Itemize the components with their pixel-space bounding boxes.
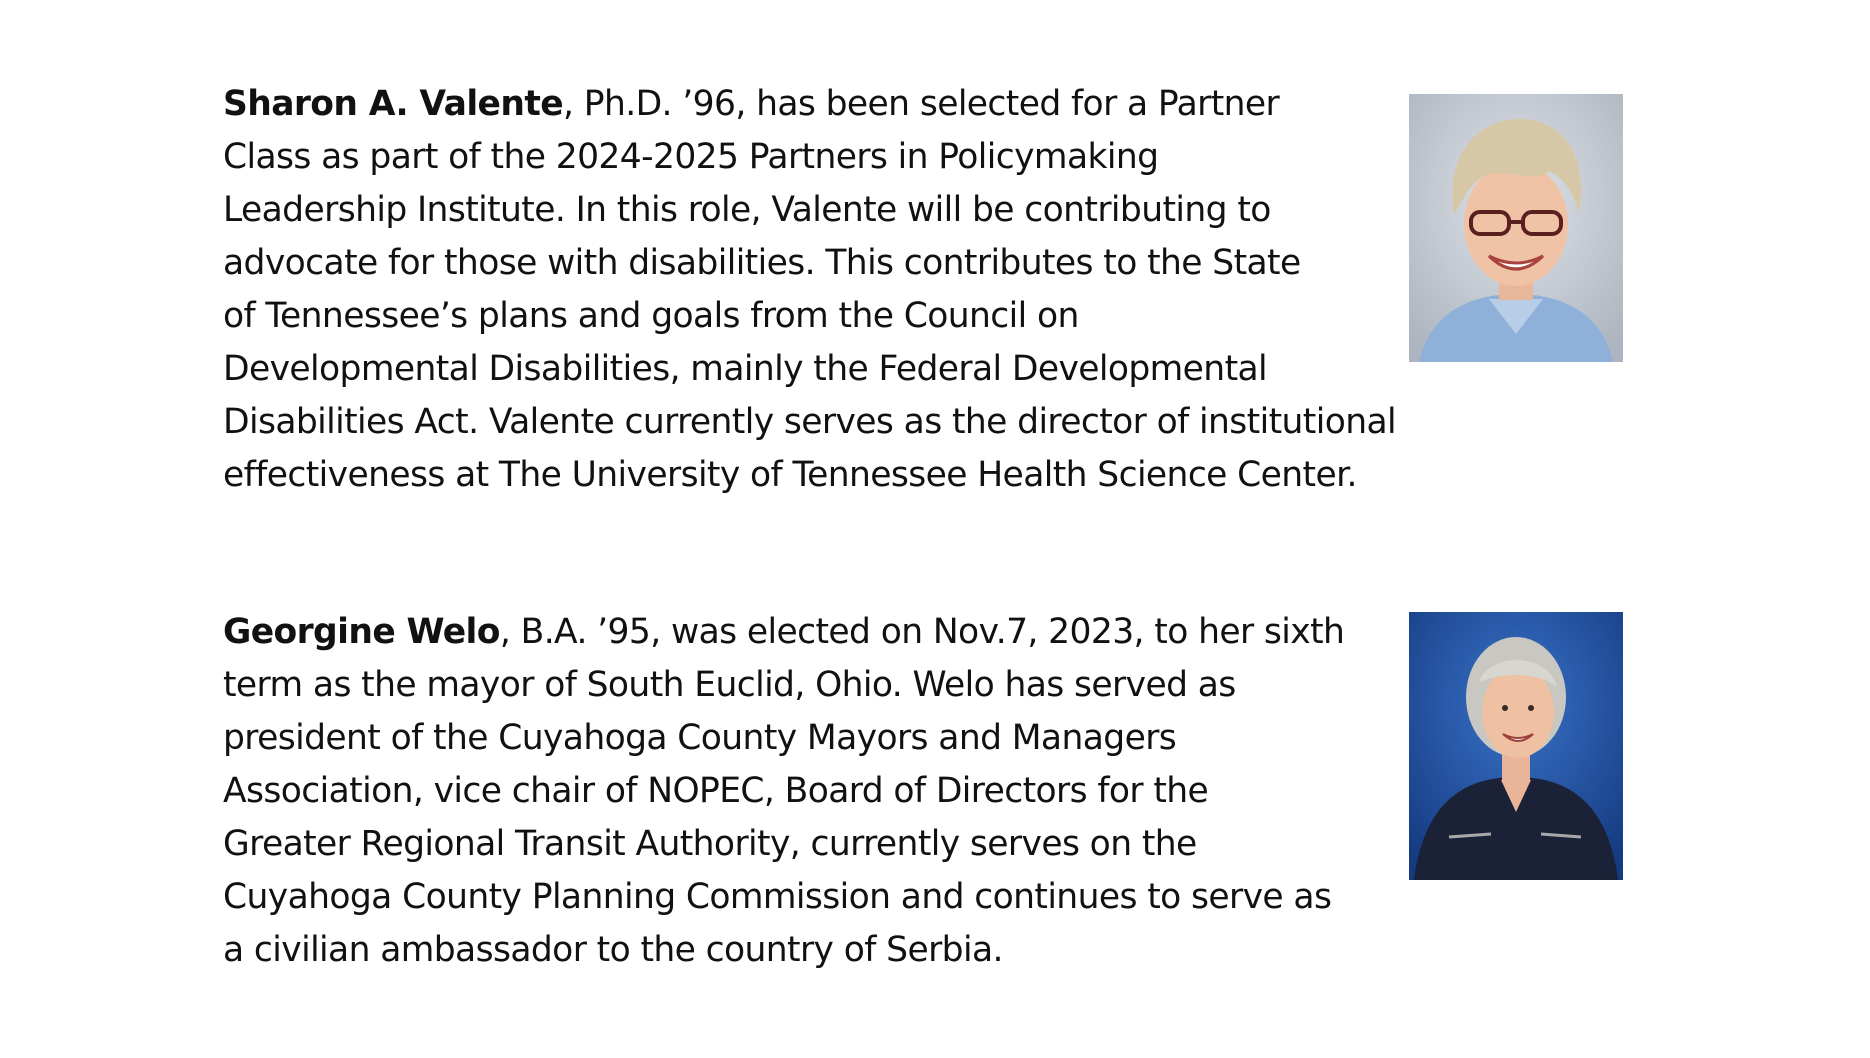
person-name: Georgine Welo: [223, 612, 500, 652]
text-line: Georgine Welo, B.A. ’95, was elected on Nov.7, 2023, to her sixth: [223, 612, 1345, 652]
text-line: Disabilities Act. Valente currently serves as the director of institutional: [223, 402, 1396, 442]
text-line: Sharon A. Valente, Ph.D. ’96, has been selected for a Partner: [223, 84, 1280, 124]
entry-text-valente: [223, 78, 1396, 502]
text-line: of Tennessee’s plans and goals from the Council on: [223, 296, 1079, 336]
text-line: term as the mayor of South Euclid, Ohio. Welo has served as: [223, 665, 1236, 705]
text-line: advocate for those with disabilities. This contributes to the State: [223, 243, 1301, 283]
text-line: a civilian ambassador to the country of Serbia.: [223, 930, 1003, 970]
text-line: effectiveness at The University of Tennessee Health Science Center.: [223, 455, 1357, 495]
text-line: Greater Regional Transit Authority, currently serves on the: [223, 824, 1197, 864]
text-line: Cuyahoga County Planning Commission and continues to serve as: [223, 877, 1332, 917]
entry-text-welo: [223, 606, 1344, 977]
text-line: Class as part of the 2024-2025 Partners in Policymaking: [223, 137, 1159, 177]
portrait-photo-valente: [1409, 94, 1623, 362]
text-line: Leadership Institute. In this role, Valente will be contributing to: [223, 190, 1271, 230]
person-name: Sharon A. Valente: [223, 84, 564, 124]
text-line: Developmental Disabilities, mainly the Federal Developmental: [223, 349, 1268, 389]
portrait-photo-welo: [1409, 612, 1623, 880]
text-line: president of the Cuyahoga County Mayors and Managers: [223, 718, 1177, 758]
text-line: Association, vice chair of NOPEC, Board of Directors for the: [223, 771, 1209, 811]
